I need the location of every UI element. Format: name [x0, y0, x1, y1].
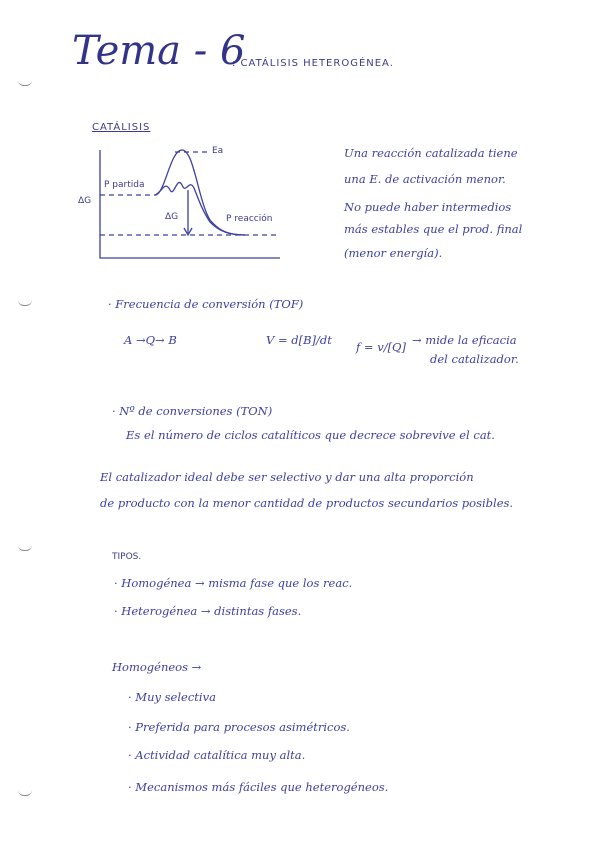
page-title: Tema - 6 — [72, 28, 246, 74]
tof-equation-frequency: f = v/[Q] — [356, 340, 406, 354]
note-line: No puede haber intermedios — [344, 200, 512, 214]
catalisis-heading: CATÁLISIS — [92, 122, 151, 133]
homogeneos-item: · Mecanismos más fáciles que heterogéneos. — [128, 780, 389, 794]
label-ea: Ea — [212, 146, 224, 156]
ton-definition: Es el número de ciclos catalíticos que decrece sobrevive el cat. — [126, 428, 495, 442]
homogeneos-item: · Actividad catalítica muy alta. — [128, 748, 306, 762]
label-dg-left: ΔG — [78, 196, 92, 206]
tof-heading: · Frecuencia de conversión (TOF) — [108, 297, 304, 311]
note-line: (menor energía). — [344, 246, 443, 260]
diagram-axes — [100, 150, 280, 258]
note-line: más estables que el prod. final — [344, 222, 523, 236]
ideal-line: El catalizador ideal debe ser selectivo y dar una alta proporción — [100, 470, 474, 484]
homogeneos-item: · Preferida para procesos asimétricos. — [128, 720, 350, 734]
binder-hole — [18, 300, 32, 306]
tipos-heading: TIPOS. — [112, 552, 142, 562]
note-line: una E. de activación menor. — [344, 172, 506, 186]
ton-heading: · Nº de conversiones (TON) — [112, 404, 273, 418]
label-dg-inner: ΔG — [165, 212, 179, 222]
binder-hole — [18, 790, 32, 796]
tipos-item: · Heterogénea → distintas fases. — [114, 604, 302, 618]
label-reaccion: P reacción — [226, 214, 273, 224]
ideal-line: de producto con la menor cantidad de productos secundarios posibles. — [100, 496, 514, 510]
homogeneos-item: · Muy selectiva — [128, 690, 216, 704]
energy-diagram — [70, 140, 310, 265]
tof-note: del catalizador. — [430, 352, 519, 366]
tof-equation-rate: V = d[B]/dt — [266, 333, 332, 347]
tof-equation-reaction: A →Q→ B — [124, 333, 177, 347]
tof-note: → mide la eficacia — [412, 333, 517, 347]
binder-hole — [18, 80, 32, 86]
page-subtitle: : CATÁLISIS HETEROGÉNEA. — [232, 58, 394, 69]
binder-hole — [18, 545, 32, 551]
note-line: Una reacción catalizada tiene — [344, 146, 518, 160]
homogeneos-heading: Homogéneos → — [112, 660, 202, 674]
label-partida: P partida — [104, 180, 145, 190]
tipos-item: · Homogénea → misma fase que los reac. — [114, 576, 353, 590]
